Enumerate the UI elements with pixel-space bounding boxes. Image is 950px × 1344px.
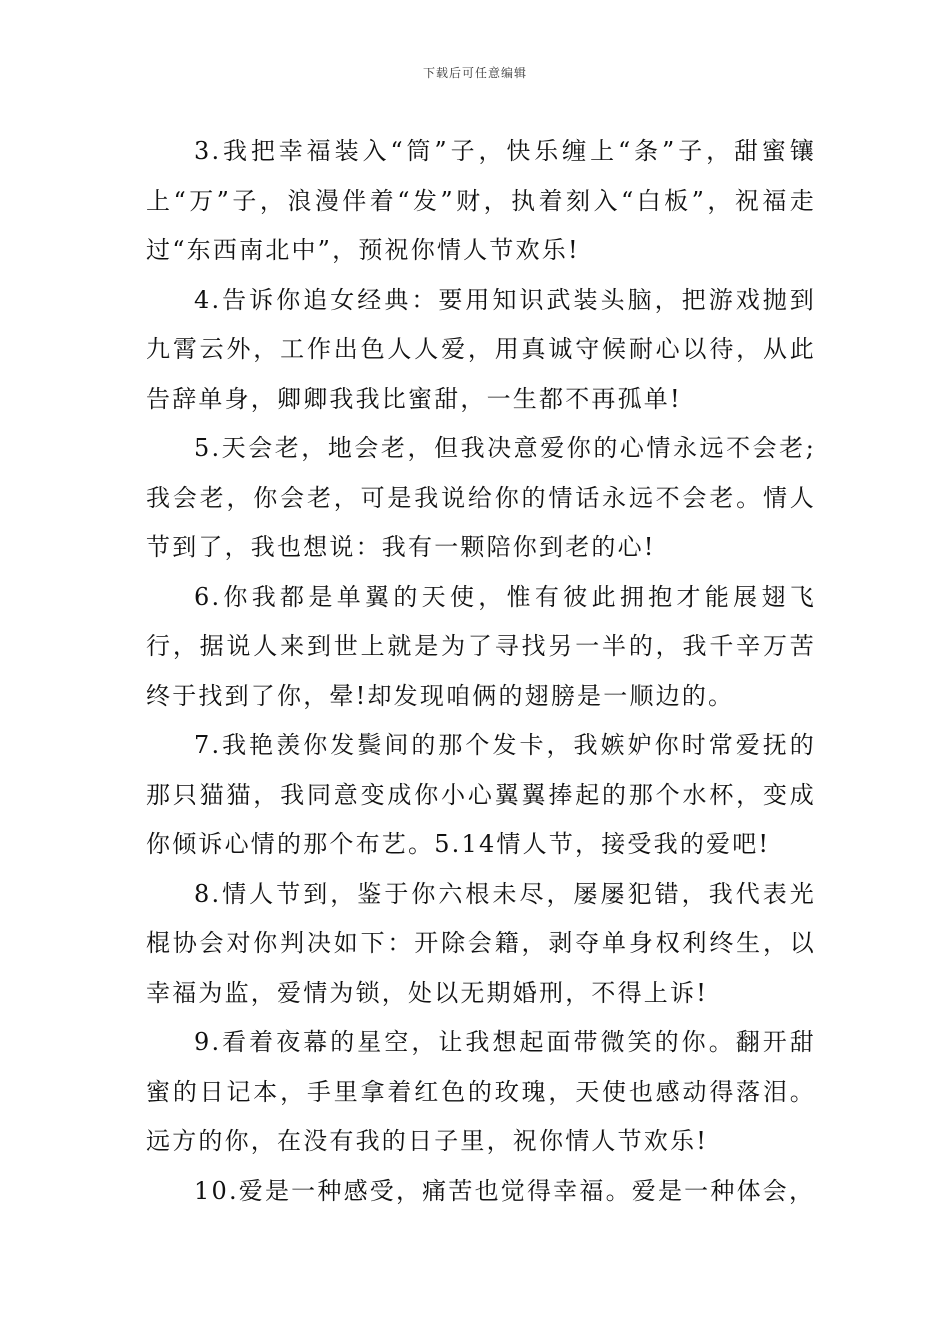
paragraph-6: 6.你我都是单翼的天使，惟有彼此拥抱才能展翅飞行，据说人来到世上就是为了寻找另一半的，我千辛万苦终于找到了你，晕!却发现咱俩的翅膀是一顺边的。 (146, 582, 816, 710)
paragraph-4: 4.告诉你追女经典：要用知识武装头脑，把游戏抛到九霄云外，工作出色人人爱，用真诚守候耐心以待，从此告辞单身，卿卿我我比蜜甜，一生都不再孤单! (146, 285, 816, 413)
paragraph-7: 7.我艳羡你发鬓间的那个发卡，我嫉妒你时常爱抚的那只猫猫，我同意变成你小心翼翼捧起的那个水杯，变成你倾诉心情的那个布艺。5.14情人节，接受我的爱吧! (146, 731, 816, 858)
document-body (146, 127, 816, 1216)
paragraph-3: 3.我把幸福装入“筒”子，快乐缠上“条”子，甜蜜镶上“万”子，浪漫伴着“发”财，执着刻入“白板”，祝福走过“东西南北中”，预祝你情人节欢乐! (146, 137, 816, 264)
paragraph-8: 8.情人节到，鉴于你六根未尽，屡屡犯错，我代表光棍协会对你判决如下：开除会籍，剥夺单身权利终生，以幸福为监，爱情为锁，处以无期婚刑，不得上诉! (146, 879, 816, 1007)
paragraph-5: 5.天会老，地会老，但我决意爱你的心情永远不会老;我会老，你会老，可是我说给你的情话永远不会老。情人节到了，我也想说：我有一颗陪你到老的心! (146, 434, 816, 561)
paragraph-9: 9.看着夜幕的星空，让我想起面带微笑的你。翻开甜蜜的日记本，手里拿着红色的玫瑰，天使也感动得落泪。远方的你，在没有我的日子里，祝你情人节欢乐! (146, 1028, 816, 1155)
page-header-note: 下载后可任意编辑 (422, 66, 527, 80)
paragraph-10: 10.爱是一种感受，痛苦也觉得幸福。爱是一种体会， (194, 1176, 816, 1205)
